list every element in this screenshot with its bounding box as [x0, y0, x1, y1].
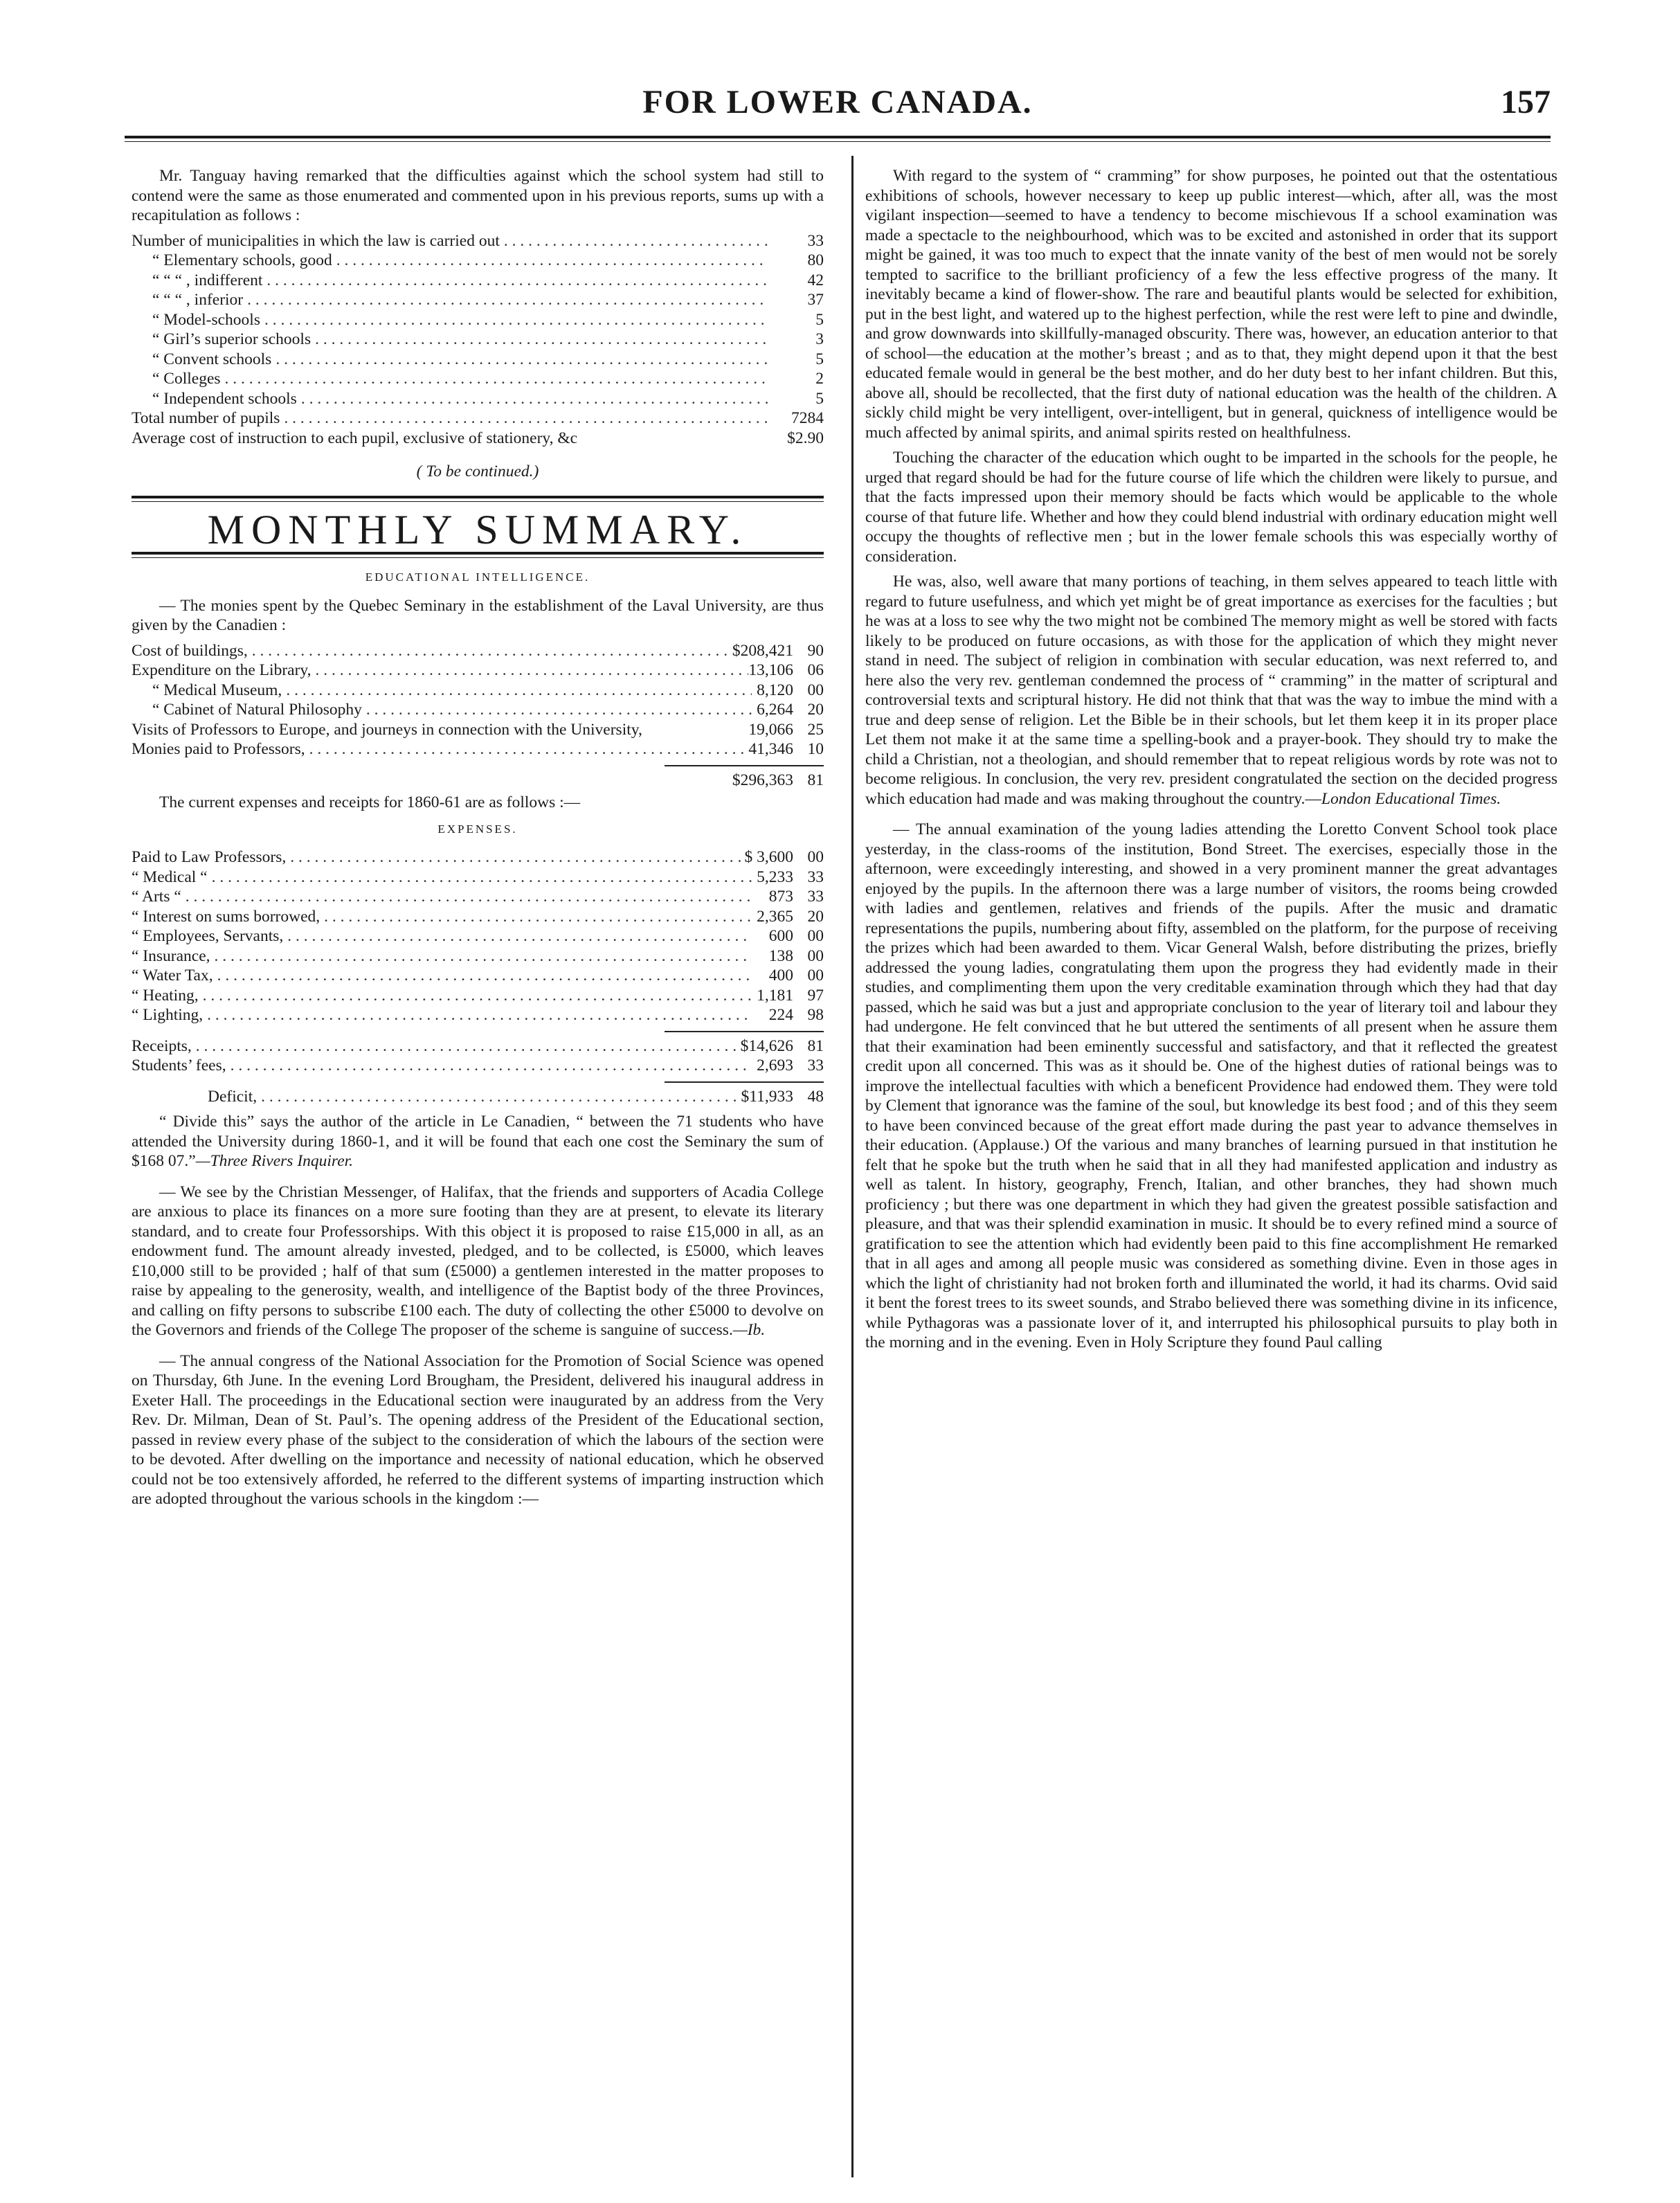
monthly-summary-heading: MONTHLY SUMMARY. [207, 506, 748, 552]
expense-row: “ Lighting, . . . 224 98 [132, 1005, 824, 1025]
column-divider [851, 156, 853, 2177]
divide-paragraph: “ Divide this” says the author of the article in Le Canadien, “ between the 71 students who have attended the University during 1860-1, and it will be found that each one cost the Seminary the sum of $168 07.”—Three Rivers Inquirer. [132, 1113, 824, 1170]
sum-rule [665, 765, 824, 766]
expense-row: Paid to Law Professors, . . . $ 3,600 00 [132, 847, 824, 867]
stat-row: Number of municipalities in which the law is carried out . . . 33 [132, 231, 824, 251]
cost-row: Visits of Professors to Europe, and journeys in connection with the University, 19,066 25 [132, 720, 824, 739]
cost-row: Cost of buildings, . . . $208,421 90 [132, 641, 824, 661]
stat-row: “ Independent schools . . . 5 [132, 389, 824, 409]
stat-row: “ Girl’s superior schools . . . 3 [132, 330, 824, 350]
stat-row: “ “ “ , inferior . . . 37 [132, 290, 824, 310]
statistics-table [132, 231, 824, 449]
left-column [132, 166, 824, 1515]
stat-row: “ Model-schools . . . 5 [132, 310, 824, 330]
intro-paragraph: Mr. Tanguay having remarked that the difficulties against which the school system had still to contend were the same as those enumerated and commented upon in his previous reports, sums up with a recapitulation as follows : [132, 167, 824, 224]
expense-row: “ Water Tax, . . . 400 00 [132, 966, 824, 986]
expense-row: “ Medical “ . . . 5,233 33 [132, 867, 824, 888]
receipt-row: Students’ fees, . . . 2,693 33 [132, 1056, 824, 1076]
stat-row: “ Colleges . . . 2 [132, 369, 824, 389]
acadia-paragraph: — We see by the Christian Messenger, of Halifax, that the friends and supporters of Acadia College are anxious to place its finances on a more sure footing than they are at present, to elevate its literary standard, and to create four Professorships. With this object it is proposed to raise £15,000 in all, as an endowment fund. The amount already invested, pledged, and to be collected, is £5000, which leaves £10,000 still to be provided ; half of that sum (£5000) a gentlemen interested in the matter proposes to raise by appealing to the generosity, wealth, and intelligence of the Baptist body of the three Provinces, and calling on fifty persons to subscribe £100 each. The duty of collecting the other £5000 to devolve on the Governors and friends of the College The proposer of the scheme is sanguine of success.—Ib. [132, 1183, 824, 1339]
cost-row: Monies paid to Professors, . . . 41,346 10 [132, 739, 824, 759]
receipt-row: Receipts, . . . $14,626 81 [132, 1036, 824, 1056]
deficit-row: Deficit, . . . $11,933 48 [132, 1087, 824, 1107]
running-title: FOR LOWER CANADA. [642, 84, 1033, 120]
religion-paragraph: He was, also, well aware that many portions of teaching, in them selves appeared to teach little with regard to future usefulness, and which yet might be of great importance as exercises for the faculties ; but he was at a loss to see why the two might not be combined The memory might as well be stored with facts likely to be produced on future occasions, as with those for the application of which they might never stand in need. The subject of religion in combination with secular education, was next referred to, and here also the very rev. gentleman condemned the process of “ cramming” in the matter of scriptural and controversial texts and scriptural history. He did not think that that was the way to imbue the mind with a true and deep sense of religion. Let the Bible be in their schools, but let them keep it in its proper place Let them not make it at the same time a spelling-book and a prayer-book. They should try to make the child a Christian, not a theologian, and should remember that to repeat religious words by rote was not to become religious. In conclusion, the very rev. president congratulated the section on the decided progress which education had made and was making throughout the country.—London Educational Times. [865, 573, 1557, 808]
page-header [125, 83, 1551, 138]
character-paragraph: Touching the character of the education which ought to be imparted in the schools for the people, he urged that regard should be had for the future course of life which the children were likely to pursue, and that the facts impressed upon their memory should be facts which would be applicable to the whole course of that future life. Whether and how they could blend industrial with ordinary education might well occupy the thoughts of reflective men ; but in the lower female schools this was especially worthy of consideration. [865, 449, 1558, 566]
stat-row: Total number of pupils . . . 7284 [132, 408, 824, 429]
current-expenses-intro: The current expenses and receipts for 1860-61 are as follows :— [159, 793, 581, 811]
stat-row: “ Elementary schools, good . . . 80 [132, 251, 824, 271]
costs-table [132, 641, 824, 791]
monies-paragraph: — The monies spent by the Quebec Seminary in the establishment of the Laval University, are thus given by the Canadien : [132, 596, 824, 634]
right-column [865, 166, 1557, 1358]
sum-rule [665, 1031, 824, 1032]
expense-row: “ Interest on sums borrowed, . . . 2,365 20 [132, 907, 824, 927]
section-rule [132, 496, 824, 502]
section-rule [132, 552, 824, 558]
stat-row: Average cost of instruction to each pupil, exclusive of stationery, &c $2.90 [132, 429, 824, 447]
expense-row: “ Insurance, . . . 138 00 [132, 946, 824, 966]
page-number: 157 [1501, 84, 1551, 120]
stat-row: “ Convent schools . . . 5 [132, 350, 824, 370]
expense-row: “ Employees, Servants, . . . 600 00 [132, 926, 824, 946]
expense-row: “ Heating, . . . 1,181 97 [132, 986, 824, 1006]
to-be-continued: ( To be continued.) [416, 462, 539, 480]
loretto-paragraph: — The annual examination of the young ladies attending the Loretto Convent School took place yesterday, in the class-rooms of the institution, Bond Street. The exercises, especially those in the afternoon, were exceedingly interesting, and showed in a very prominent manner the great advantages enjoyed by the pupils. In the afternoon there was a large number of visitors, the rooms being crowded with ladies and gentlemen, relatives and friends of the pupils. After the music and dramatic representations the pupils, numbering about fifty, assembled on the platform, for the purpose of receiving the prizes which had been awarded to them. Vicar General Walsh, before distributing the prizes, briefly addressed the young ladies, congratulating them upon the progress they had evidently made in their studies, and complimenting them upon the very creditable examination through which they had that day passed, which he said was but a just and appropriate conclusion to the year of literary toil and labour they had undergone. He felt convinced that he but uttered the sentiments of all present when he assure them that their examination had been eminently successful and satisfactory, and that it reflected the greatest credit upon all concerned. This was as it should be. One of the highest duties of rational beings was to improve the intellectual faculties with which a beneficent Providence had endowed them. They were told by Clement that ignorance was the famine of the soul, but knowledge its best food ; and of this they seem to have been convinced because of the great effort made during the past year to advance themselves in their education. (Applause.) Of the various and many branches of learning pursued in that institution he felt that he spoke but the truth when he said that in all they had manifested application and industry as well as talent. In history, geography, French, Italian, and other branches, they had shown much proficiency ; but there was one department in which they had given the greatest possible satisfaction and pleasure, and that was their splendid examination in music. It should be to every refined mind a source of gratification to see the attention which had evidently been paid to this fine accomplishment He remarked that in all ages and among all people music was considered as something divine. Even in those ages in which the light of christianity had not broken forth and illuminated the world, it had its charms. Ovid said it bent the forest trees to its sweet sounds, and Strabo believed there was something divine in its inficence, while Pythagoras was a passionate lover of it, and interrupted his philosophical pursuits to play both in the morning and in the evening. Even in Holy Scripture they found Paul calling [865, 820, 1557, 1351]
expenses-heading: EXPENSES. [437, 822, 518, 836]
educational-intelligence-heading: EDUCATIONAL INTELLIGENCE. [365, 570, 590, 584]
stat-row: “ “ “ , indifferent . . . 42 [132, 271, 824, 291]
cramming-paragraph: With regard to the system of “ cramming” for show purposes, he pointed out that the ostentatious exhibitions of schools, however necessary to keep up public interest—which, after all, was the most vigilant inspection—seemed to have a tendency to become mischievous If a school examination was made a spectacle to the neighbourhood, which was to be excited and astonished in order that its support might be gained, it was too much to expect that the innate vanity of the best of men would not be sorely tempted to sacrifice to the brilliant proficiency of a few the less effective progress of the many. It inevitably became a kind of flower-show. The rare and beautiful plants would be selected for exhibition, put in the best light, and watered up to the highest perfection, while the rest were left to pine and dwindle, and grow downwards into skillfully-managed obscurity. There was, however, an education anterior to that of school—the education at the mother’s breast ; and as to that, they might depend upon it that the best educated female would in general be the best mother, and do her duty best to her infant children. But this, above all, should be recollected, that the first duty of national education was the health of the children. A sickly child might be very intelligent, over-intelligent, but in general, quickness of intelligence would be much affected by animal spirits, and animal spirits rested on healthfulness. [865, 167, 1557, 442]
cost-row: Expenditure on the Library, . . . 13,106 06 [132, 660, 824, 681]
header-rule [125, 136, 1551, 142]
cost-row: “ Medical Museum, . . . 8,120 00 [132, 681, 824, 701]
expenses-table [132, 847, 824, 1106]
sum-rule [665, 1081, 824, 1083]
cost-total-row: $296,363 81 [732, 771, 824, 789]
congress-paragraph: — The annual congress of the National Association for the Promotion of Social Science was opened on Thursday, 6th June. In the evening Lord Brougham, the President, delivered his inaugural address in Exeter Hall. The proceedings in the Educational section were inaugurated by an address from the Very Rev. Dr. Milman, Dean of St. Paul’s. The opening address of the President of the Educational section, passed in review every phase of the subject to the consideration of which the labours of the section were to be devoted. After dwelling on the importance and necessity of national education, which he observed could not be too extensively afforded, he referred to the different systems of imparting instruction which are adopted throughout the various schools in the kingdom :— [132, 1351, 824, 1508]
expense-row: “ Arts “ . . . 873 33 [132, 887, 824, 907]
cost-row: “ Cabinet of Natural Philosophy . . . 6,264 20 [132, 700, 824, 720]
